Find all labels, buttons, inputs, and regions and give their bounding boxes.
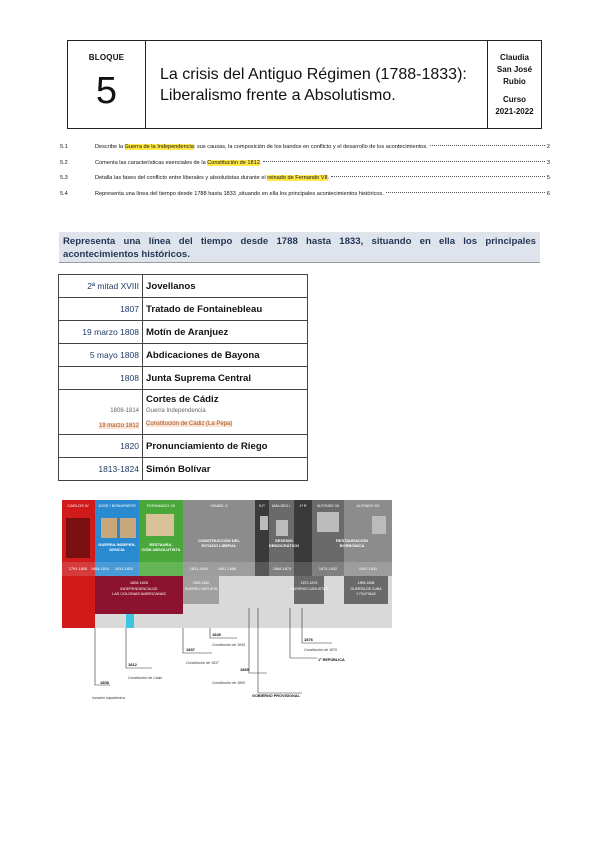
year-label: 1874-1902 [318,567,338,571]
reign-label: AMA-DEO I [271,504,291,508]
reign-label: JOSÉ I BONAPARTE [97,503,137,508]
timeline-date: 1813-1824 [59,458,143,481]
toc-leader [263,161,545,162]
timeline-event: Tratado de Fontainebleau [143,298,308,321]
timeline-event: Pronunciamiento de Riego [143,435,308,458]
timeline-date: 19 marzo 1808 [59,321,143,344]
reign-label: ALFONSO XIII [356,504,380,508]
svg-text:Constitución de 1869: Constitución de 1869 [212,681,245,685]
toc-page: 5 [546,175,550,181]
timeline-event [143,390,308,435]
table-row [59,275,308,298]
title-line-1: La crisis del Antiguo Régimen (1788-1833): [160,65,467,83]
svg-text:INDEPENDENCIA DE: INDEPENDENCIA DE [120,587,158,591]
constitution-label: 1812 [128,662,137,667]
toc-page: 6 [546,190,550,197]
reign-label: ALFONSO XII [317,504,339,508]
table-row [59,435,308,458]
svg-text:Constitución de 1837: Constitución de 1837 [186,661,219,665]
svg-text:ESTADO LIBERAL: ESTADO LIBERAL [201,543,237,548]
bloque-number: 5 [95,70,118,112]
toc-entry[interactable] [60,191,550,207]
author-line-2: San José [496,65,533,74]
bloque-label: BLOQUE [88,53,125,62]
toc-entry[interactable] [60,175,550,191]
constitution-label: 1845 [212,632,221,637]
course-value: 2021-2022 [495,107,534,116]
svg-text:CIÓN ABSOLUTISTA: CIÓN ABSOLUTISTA [141,547,181,552]
svg-text:Constitución de 1876: Constitución de 1876 [304,648,337,652]
toc-entry[interactable] [60,160,550,176]
period-label: CONSTRUCCIÓN DEL [198,538,240,543]
timeline-table [58,274,308,481]
event-label: 1895-1898 [357,581,375,585]
toc-number: 5.1 [60,144,68,150]
table-of-contents [60,144,550,206]
course-label: Curso [502,95,527,104]
event-label: 1872-1876 [300,581,318,585]
constitution-label: GOBIERNO PROVISIONAL [252,694,300,698]
toc-page: 3 [546,159,550,166]
period-label: RESTAURA- [149,542,173,547]
timeline-date [59,390,143,435]
title-box [146,41,488,128]
toc-number: 5.4 [60,190,68,197]
reign-label: CARLOS IV [67,503,89,508]
constitution-label: 1837 [186,647,195,652]
cortes-title: Cortes de Cádiz [146,393,219,405]
svg-text:Invasión napoleónica: Invasión napoleónica [92,696,125,700]
toc-leader [331,176,545,177]
svg-text:Constitución de 1845: Constitución de 1845 [212,643,245,647]
toc-text: Representa una línea del tiempo desde 1788 hasta 1833 ,situando en ella los principales acontecimientos históricos. [95,190,384,197]
toc-highlight: Constitución de 1812 [207,159,260,166]
svg-text:GUERRA DE CUBA: GUERRA DE CUBA [350,587,382,591]
timeline-event: Junta Suprema Central [143,367,308,390]
event-label: 1808 1826 [130,581,148,585]
constitution-label: 1ª REPÚBLICA [318,658,345,662]
reign-label: G.P. [258,504,266,508]
svg-text:DENCIA: DENCIA [109,547,125,552]
toc-number: 5.3 [60,175,68,181]
timeline-event: Jovellanos [143,275,308,298]
svg-text:GUERRAS CARLISTAS: GUERRAS CARLISTAS [290,587,328,591]
bloque-box [68,41,146,128]
table-row [59,458,308,481]
toc-highlight: Guerra de la Independencia [124,144,194,150]
year-label: 1791-1808 [68,567,88,571]
timeline-date: 5 mayo 1808 [59,344,143,367]
table-row [59,367,308,390]
table-row [59,390,308,435]
toc-page: 2 [546,144,550,150]
table-row [59,321,308,344]
timeline-date: 2ª mitad XVIII [59,275,143,298]
svg-text:GUERRA CARLISTA: GUERRA CARLISTA [184,587,218,591]
period-label: RESTAURACIÓN [336,538,368,543]
history-infographic [62,498,392,708]
toc-entry[interactable] [60,144,550,160]
section-heading: Representa una línea del tiempo desde 1788 hasta 1833, situando en ella los principales acontecimientos históricos. [59,232,540,263]
cortes-sub-2: Constitución de Cádiz (La Pepa) [146,420,233,427]
constitution-label: 1876 [304,637,313,642]
period-label: SEXENIO [275,538,293,543]
year-label: 1814-1820 [114,567,134,571]
year-label: 1902-1931 [358,567,378,571]
constitution-label: 1869 [240,667,249,672]
author-box [488,41,541,128]
reign-label: ISABEL II [210,503,228,508]
table-row [59,298,308,321]
title-line-2: Liberalismo frente a Absolutismo. [160,86,396,104]
infographic-svg [62,498,392,708]
svg-text:Constitución de Cádiz: Constitución de Cádiz [128,676,163,680]
svg-text:LAS COLONIAS AMERICANAS: LAS COLONIAS AMERICANAS [112,592,166,596]
svg-text:DEMOCRÁTICO: DEMOCRÁTICO [268,543,300,548]
toc-highlight: reinado de Fernando VII [267,175,328,181]
reign-label: FERNANDO VII [146,503,176,508]
reign-label: 1ª R [299,504,307,508]
timeline-event: Simón Bolívar [143,458,308,481]
cortes-sub-1: Guerra Independencia [146,407,206,414]
constitution-label: 1808 [100,680,109,685]
toc-text: Describe la Guerra de la Independencia: sus causas, la composición de los bandos en conflicto y el desarrollo de los acontecimientos. [95,144,428,150]
timeline-date: 1820 [59,435,143,458]
cortes-date-2: 19 marzo 1812 [98,423,139,429]
toc-text: Detalla las fases del conflicto entre liberales y absolutistas durante el reinado de Fernando VII. [95,175,330,181]
author-line-3: Rubio [503,77,526,86]
toc-text: Comenta las características esenciales de la Constitución de 1812. [95,159,262,166]
toc-number: 5.2 [60,159,68,166]
author-line-1: Claudia [500,53,529,62]
svg-text:BORBÓNICA: BORBÓNICA [339,543,365,548]
timeline-date: 1807 [59,298,143,321]
timeline-event: Motín de Aranjuez [143,321,308,344]
document-header [67,40,542,129]
year-label: 1841-1868 [217,567,237,571]
svg-text:Y FILIPINAS: Y FILIPINAS [356,592,376,596]
timeline-event: Abdicaciones de Bayona [143,344,308,367]
toc-leader [386,192,545,193]
year-label: 1831-1840 [189,567,209,571]
year-label: 1808-1814 [90,567,110,571]
year-label: 1868-1874 [272,567,292,571]
period-label: GUERRA INDEPEN- [98,542,136,547]
table-row [59,344,308,367]
event-label: 1833-1840 [192,581,210,585]
timeline-date: 1808 [59,367,143,390]
toc-leader [430,145,545,146]
cortes-date-1: 1808-1814 [110,408,139,414]
